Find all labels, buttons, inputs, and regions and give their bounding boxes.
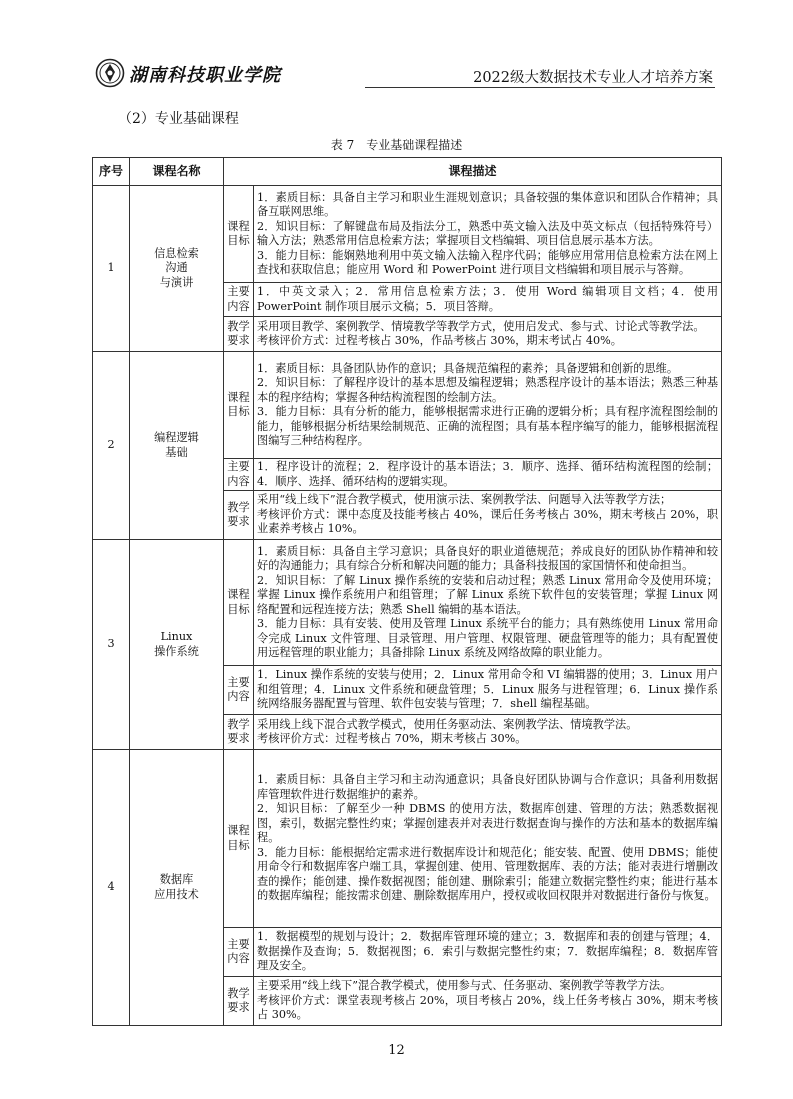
course-content [254, 459, 722, 491]
page-header [95, 58, 715, 90]
course-content [254, 283, 722, 317]
row-number: 1 [93, 186, 130, 352]
teach-label: 教学 要求 [224, 317, 254, 352]
teach-item: 采用“线上线下”混合教学模式，使用演示法、案例教学法、问题导入法等教学方法； [257, 493, 672, 507]
teach-label: 教学 要求 [224, 977, 254, 1026]
teaching-requirements [254, 491, 722, 540]
row-number: 4 [93, 750, 130, 1026]
goal-item: 3．能力目标：能娴熟地利用中英文输入法输入程序代码；能够应用常用信息检索方法在网上查找和获取信息；能应用 Word 和 PowerPoint 进行项目文档编辑和项目展示与答辩。 [257, 248, 719, 276]
table-row [93, 186, 722, 283]
course-name: 编程逻辑 基础 [130, 352, 224, 540]
teaching-requirements [254, 317, 722, 352]
course-name: 数据库 应用技术 [130, 750, 224, 1026]
goal-item: 1．素质目标：具备自主学习意识；具备良好的职业道德规范；养成良好的团队协作精神和较好的沟通能力；具有综合分析和解决问题的能力；具备科技报国的家国情怀和使命担当。 [257, 544, 719, 572]
content-label: 主要 内容 [224, 928, 254, 977]
plan-title: 2022级大数据技术专业人才培养方案 [473, 70, 713, 86]
table-row [93, 540, 722, 666]
course-goals [254, 750, 722, 928]
row-number: 3 [93, 540, 130, 750]
teach-item: 考核评价方式：课堂表现考核占 20%，项目考核占 20%，线上任务考核占 30%，期末考核占 30%。 [257, 993, 719, 1022]
page-number: 12 [388, 1043, 405, 1058]
teach-label: 教学 要求 [224, 491, 254, 540]
course-goals [254, 186, 722, 283]
goal-label: 课程 目标 [224, 750, 254, 928]
course-goals [254, 540, 722, 666]
school-name: 湖南科技职业学院 [129, 65, 281, 86]
header-divider [365, 87, 715, 88]
course-content [254, 666, 722, 715]
teaching-requirements [254, 977, 722, 1026]
goal-item: 3．能力目标：具有安装、使用及管理 Linux 系统平台的能力；具有熟练使用 Linux 常用命令完成 Linux 文件管理、目录管理、用户管理、权限管理、硬盘管理等的能力；具有配置使用远程管理的职业能力；具备排除 Linux 系统及网络故障的职业能力。 [257, 617, 719, 659]
school-logo-icon [95, 58, 125, 88]
teach-item: 考核评价方式：过程考核占 30%，作品考核占 30%，期末考试占 40%。 [257, 334, 622, 347]
teaching-requirements [254, 715, 722, 750]
teach-item: 主要采用“线上线下”混合教学模式，使用参与式、任务驱动、案例教学等教学方法。 [257, 979, 672, 993]
goal-item: 1．素质目标：具备自主学习和职业生涯规划意识；具备较强的集体意识和团队合作精神；具备互联网思维。 [257, 190, 719, 218]
table-caption: 表 7 专业基础课程描述 [330, 138, 463, 152]
course-table [92, 157, 722, 1026]
content-label: 主要 内容 [224, 666, 254, 715]
course-name: 信息检索 沟通 与演讲 [130, 186, 224, 352]
goal-item: 2．知识目标：了解程序设计的基本思想及编程逻辑；熟悉程序设计的基本语法；熟悉三种基本的程序结构；掌握各种结构流程图的绘制方法。 [257, 376, 719, 404]
content-label: 主要 内容 [224, 283, 254, 317]
course-name: Linux 操作系统 [130, 540, 224, 750]
content-text: 1．Linux 操作系统的安装与使用；2．Linux 常用命令和 VI 编辑器的使用；3．Linux 用户和组管理；4．Linux 文件系统和硬盘管理；5．Linux 服务与进程管理；6．Linux 操作系统网络服务器配置与管理、软件包安装与管理；7．shell 编程基础。 [257, 668, 719, 711]
header-no: 序号 [93, 158, 130, 186]
teach-label: 教学 要求 [224, 715, 254, 750]
header-description: 课程描述 [224, 158, 722, 186]
goal-item: 1．素质目标：具备自主学习和主动沟通意识；具备良好团队协调与合作意识；具备利用数据库管理软件进行数据维护的素养。 [257, 773, 719, 801]
content-text: 1．中英文录入；2．常用信息检索方法；3．使用 Word 编辑项目文档；4．使用 PowerPoint 制作项目展示文稿；5．项目答辩。 [257, 285, 719, 313]
goal-item: 3．能力目标：能根据给定需求进行数据库设计和规范化；能安装、配置、使用 DBMS；能使用命令行和数据库客户端工具，掌握创建、使用、管理数据库、表的方法；能对表进行增删改查的操作；能创建、操作数据视图；能创建、删除索引；能建立数据完整性约束；能进行基本的数据库编程；能按需求创建、删除数据库用户，授权或收回权限并对数据进行备份与恢复。 [257, 845, 719, 903]
goal-item: 2．知识目标：了解 Linux 操作系统的安装和启动过程；熟悉 Linux 常用命令及使用环境；掌握 Linux 操作系统用户和组管理；了解 Linux 系统下软件包的安装管理；掌握 Linux 网络配置和远程连接方法；熟悉 Shell 编辑的基本语法。 [257, 573, 719, 616]
teach-item: 考核评价方式：过程考核占 70%，期末考核占 30%。 [257, 732, 527, 745]
goal-item: 3．能力目标：具有分析的能力，能够根据需求进行正确的逻辑分析；具有程序流程图绘制的能力，能够根据分析结果绘制规范、正确的流程图；具有基本程序编写的能力，能够根据流程图编写三种结构程序。 [257, 405, 719, 447]
course-goals [254, 352, 722, 459]
table-header-row [93, 158, 722, 186]
goal-item: 2．知识目标：了解键盘布局及指法分工，熟悉中英文输入法及中英文标点（包括特殊符号）输入方法；熟悉常用信息检索方法；掌握项目文档编辑、项目信息展示基本方法。 [257, 219, 719, 247]
content-label: 主要 内容 [224, 459, 254, 491]
goal-label: 课程 目标 [224, 186, 254, 283]
course-content [254, 928, 722, 977]
content-text: 1．程序设计的流程；2．程序设计的基本语法；3．顺序、选择、循环结构流程图的绘制；4．顺序、选择、循环结构的逻辑实现。 [257, 460, 719, 488]
table-row [93, 352, 722, 459]
goal-label: 课程 目标 [224, 540, 254, 666]
table-row [93, 750, 722, 928]
goal-item: 1．素质目标：具备团队协作的意识；具备规范编程的素养；具备逻辑和创新的思维。 [257, 361, 679, 375]
table-body [93, 186, 722, 1026]
teach-item: 采用线上线下混合式教学模式，使用任务驱动法、案例教学法、情境教学法。 [257, 717, 638, 731]
content-text: 1．数据模型的规划与设计；2．数据库管理环境的建立；3．数据库和表的创建与管理；4．数据操作及查询；5．数据视图；6．索引与数据完整性约束；7．数据库编程；8．数据库管理及安全。 [257, 930, 719, 973]
goal-label: 课程 目标 [224, 352, 254, 459]
row-number: 2 [93, 352, 130, 540]
header-course-name: 课程名称 [130, 158, 224, 186]
teach-item: 考核评价方式：课中态度及技能考核占 40%，课后任务考核占 30%，期末考核占 20%，职业素养考核占 10%。 [257, 507, 719, 536]
section-title: （2）专业基础课程 [118, 111, 239, 127]
teach-item: 采用项目教学、案例教学、情境教学等教学方式，使用启发式、参与式、讨论式等教学法。 [257, 319, 705, 333]
goal-item: 2．知识目标：了解至少一种 DBMS 的使用方法，数据库创建、管理的方法；熟悉数据视图，索引，数据完整性约束；掌握创建表并对表进行数据查询与操作的方法和基本的数据库编程。 [257, 802, 719, 845]
